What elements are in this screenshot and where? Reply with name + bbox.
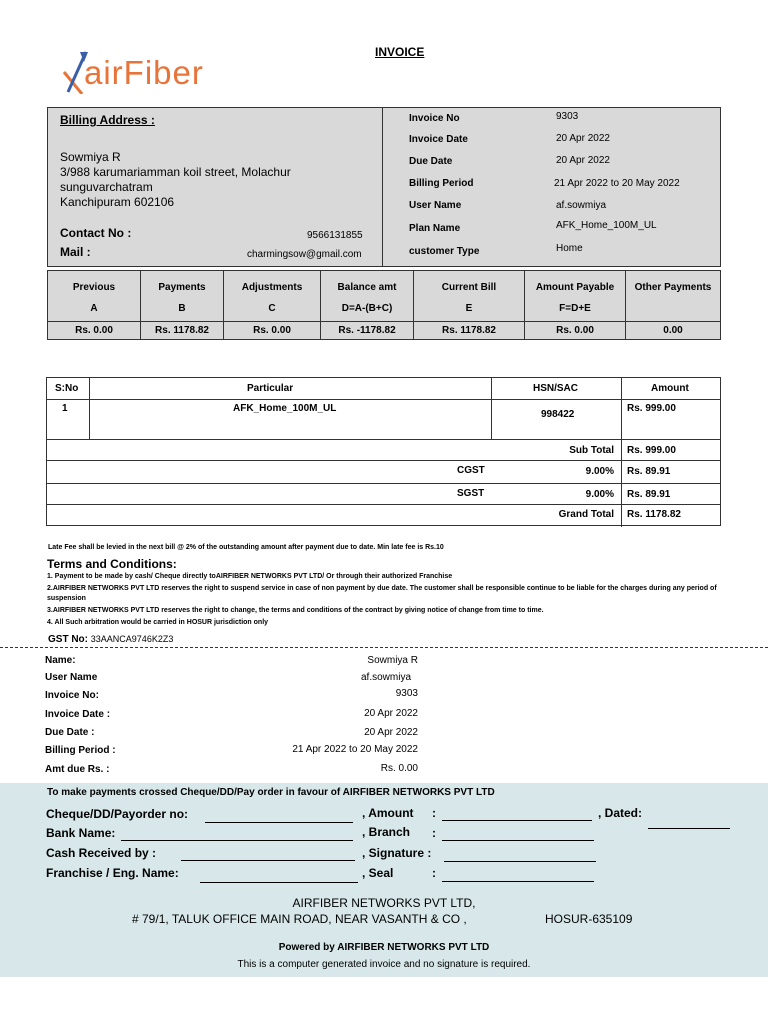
- customer-name: Sowmiya R: [60, 150, 121, 164]
- amount-label: , Amount: [362, 806, 414, 820]
- cheque-field[interactable]: [205, 822, 353, 823]
- hsn-header: HSN/SAC: [533, 383, 579, 394]
- sgst-rate: 9.00%: [585, 489, 614, 500]
- summary-code: B: [141, 303, 224, 322]
- summary-value: Rs. 0.00: [525, 322, 626, 340]
- user-name-label: User Name: [409, 200, 462, 211]
- summary-value: Rs. 0.00: [224, 322, 321, 340]
- slip-value: 20 Apr 2022: [364, 708, 418, 719]
- footer-company: AIRFIBER NETWORKS PVT LTD,: [292, 896, 476, 910]
- footer-city: HOSUR-635109: [545, 912, 633, 926]
- slip-label: Invoice Date :: [45, 709, 111, 720]
- due-date-value: 20 Apr 2022: [556, 155, 610, 166]
- slip-label: Billing Period :: [45, 745, 116, 756]
- dated-field[interactable]: [648, 828, 730, 829]
- franchise-label: Franchise / Eng. Name:: [46, 866, 179, 880]
- grand-total-label: Grand Total: [558, 509, 614, 520]
- particulars-table: [46, 377, 721, 526]
- cheque-label: Cheque/DD/Payorder no:: [46, 807, 189, 821]
- seal-colon: :: [432, 866, 436, 880]
- summary-header: Other Payments: [626, 271, 721, 304]
- due-date-label: Due Date: [409, 156, 453, 167]
- seal-field[interactable]: [442, 881, 594, 882]
- cash-received-field[interactable]: [181, 860, 355, 861]
- amount-field[interactable]: [442, 820, 592, 821]
- terms-heading: Terms and Conditions:: [47, 557, 177, 571]
- slip-label: Name:: [45, 655, 76, 666]
- user-name-value: af.sowmiya: [556, 200, 607, 211]
- amount-colon: :: [432, 806, 436, 820]
- term-4: 4. All Such arbitration would be carried in HOSUR jurisdiction only: [47, 619, 269, 626]
- grand-total-value: Rs. 1178.82: [627, 509, 681, 520]
- sub-total-label: Sub Total: [569, 445, 614, 456]
- summary-header: Payments: [141, 271, 224, 304]
- footer-address: # 79/1, TALUK OFFICE MAIN ROAD, NEAR VASANTH & CO ,: [132, 912, 467, 926]
- cgst-label: CGST: [457, 465, 485, 476]
- bank-name-field[interactable]: [121, 840, 353, 841]
- mail-value: charmingsow@gmail.com: [247, 249, 362, 260]
- tear-off-line: [0, 647, 768, 648]
- particular-header: Particular: [247, 383, 294, 394]
- address-line-1: 3/988 karumariamman koil street, Molachur: [60, 165, 291, 179]
- row-particular: AFK_Home_100M_UL: [233, 403, 337, 414]
- contact-value: 9566131855: [307, 230, 363, 241]
- invoice-title: INVOICE: [375, 45, 425, 59]
- slip-label: Invoice No:: [45, 690, 99, 701]
- invoice-no-value: 9303: [556, 111, 579, 122]
- branch-label: , Branch: [362, 825, 411, 839]
- billing-divider: [382, 107, 383, 267]
- sgst-label: SGST: [457, 488, 485, 499]
- logo-text: airFiber: [84, 54, 204, 91]
- billing-period-label: Billing Period: [409, 178, 474, 189]
- seal-label: , Seal: [362, 866, 394, 880]
- slip-value: 21 Apr 2022 to 20 May 2022: [292, 744, 418, 755]
- sno-header: S:No: [55, 383, 79, 394]
- summary-value: Rs. 1178.82: [141, 322, 224, 340]
- summary-header: Current Bill: [414, 271, 525, 304]
- summary-header: Amount Payable: [525, 271, 626, 304]
- bank-name-label: Bank Name:: [46, 826, 116, 840]
- summary-code: F=D+E: [525, 303, 626, 322]
- invoice-no-label: Invoice No: [409, 113, 460, 124]
- powered-by: Powered by AIRFIBER NETWORKS PVT LTD: [278, 942, 490, 953]
- customer-type-value: Home: [556, 243, 583, 254]
- term-2: 2.AIRFIBER NETWORKS PVT LTD reserves the right to suspend service in case of non payment by due date. The customer shall be responsible continue to be liable for the charges during any period of suspension: [47, 585, 717, 602]
- customer-type-label: customer Type: [409, 246, 480, 257]
- late-fee-note: Late Fee shall be levied in the next bill @ 2% of the outstanding amount after payment due to date. Min late fee is Rs.10: [48, 544, 444, 551]
- billing-period-value: 21 Apr 2022 to 20 May 2022: [554, 178, 680, 189]
- slip-label: User Name: [45, 672, 98, 683]
- cgst-rate: 9.00%: [585, 466, 614, 477]
- summary-value: Rs. -1178.82: [321, 322, 414, 340]
- address-line-3: Kanchipuram 602106: [60, 195, 175, 209]
- signature-field[interactable]: [444, 861, 596, 862]
- row-amount: Rs. 999.00: [627, 403, 676, 414]
- plan-name-value: AFK_Home_100M_UL: [556, 220, 657, 231]
- balance-summary-table: [47, 270, 721, 340]
- term-1: 1. Payment to be made by cash/ Cheque directly toAIRFIBER NETWORKS PVT LTD/ Or through their authorized Franchise: [47, 573, 453, 580]
- term-3: 3.AIRFIBER NETWORKS PVT LTD reserves the right to change, the terms and conditions of the contract by giving notice of change from time to time.: [47, 607, 544, 614]
- invoice-date-value: 20 Apr 2022: [556, 133, 610, 144]
- contact-label: Contact No :: [60, 226, 132, 240]
- cash-received-label: Cash Received by :: [46, 846, 157, 860]
- summary-header: Balance amt: [321, 271, 414, 304]
- sgst-value: Rs. 89.91: [627, 489, 671, 500]
- summary-code: D=A-(B+C): [321, 303, 414, 322]
- row-sno: 1: [62, 403, 68, 414]
- dated-label: , Dated:: [598, 806, 643, 820]
- franchise-field[interactable]: [200, 882, 358, 883]
- address-line-2: sunguvarchatram: [60, 180, 153, 194]
- slip-value: Rs. 0.00: [380, 763, 418, 774]
- slip-label: Due Date :: [45, 727, 95, 738]
- plan-name-label: Plan Name: [409, 223, 461, 234]
- cgst-value: Rs. 89.91: [627, 466, 671, 477]
- slip-value: 20 Apr 2022: [364, 727, 418, 738]
- payment-heading: To make payments crossed Cheque/DD/Pay order in favour of AIRFIBER NETWORKS PVT LTD: [47, 787, 495, 798]
- slip-value: Sowmiya R: [367, 655, 418, 666]
- summary-header: Previous: [48, 271, 141, 304]
- summary-code: E: [414, 303, 525, 322]
- summary-value: Rs. 0.00: [48, 322, 141, 340]
- company-logo: [62, 40, 252, 98]
- gst-label: GST No:: [48, 634, 88, 645]
- sub-total-value: Rs. 999.00: [627, 445, 676, 456]
- branch-colon: :: [432, 826, 436, 840]
- summary-code: [626, 303, 721, 322]
- row-hsn: 998422: [541, 409, 575, 420]
- summary-code: C: [224, 303, 321, 322]
- amount-header: Amount: [651, 383, 689, 394]
- slip-value: af.sowmiya: [360, 672, 411, 683]
- summary-value: Rs. 1178.82: [414, 322, 525, 340]
- gst-number: [48, 634, 173, 645]
- signature-label: , Signature :: [362, 846, 432, 860]
- branch-field[interactable]: [442, 840, 594, 841]
- slip-value: 9303: [395, 688, 418, 699]
- gst-value: 33AANCA9746K2Z3: [90, 634, 174, 644]
- mail-label: Mail :: [60, 245, 91, 259]
- computer-generated-note: This is a computer generated invoice and no signature is required.: [237, 959, 531, 970]
- summary-header: Adjustments: [224, 271, 321, 304]
- summary-value: 0.00: [626, 322, 721, 340]
- billing-address-header: Billing Address :: [60, 113, 155, 127]
- slip-label: Amt due Rs. :: [45, 764, 110, 775]
- invoice-date-label: Invoice Date: [409, 134, 468, 145]
- summary-code: A: [48, 303, 141, 322]
